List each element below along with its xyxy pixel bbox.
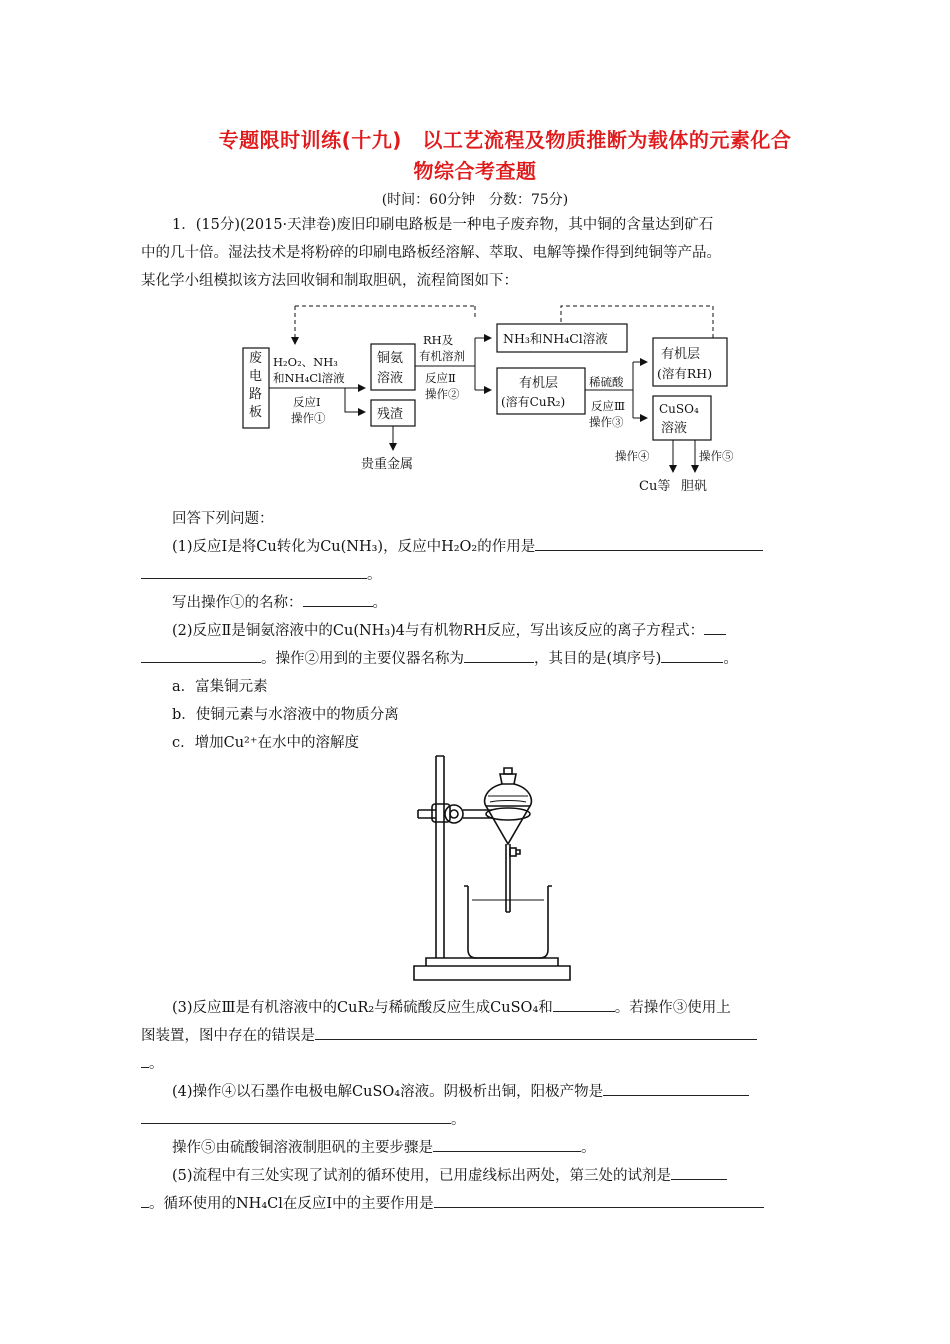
reaction3-label: 反应Ⅲ	[591, 399, 626, 413]
part5-question: (5)流程中有三处实现了试剂的循环使用，已用虚线标出两处，第三处的试剂是	[172, 1164, 727, 1185]
part1-continuation: 。	[141, 563, 382, 584]
waste-char-3: 路	[249, 387, 263, 402]
waste-char-1: 废	[249, 351, 263, 366]
organic2-line1: 有机层	[661, 347, 701, 362]
op4-label: 操作④	[615, 449, 650, 463]
part3-error-blank[interactable]	[315, 1024, 757, 1040]
third-reagent-blank-2[interactable]	[141, 1192, 149, 1208]
option-b: b．使铜元素与水溶液中的物质分离	[172, 707, 399, 723]
purpose-blank[interactable]	[661, 647, 723, 663]
organic1-line2: (溶有CuR₂)	[501, 395, 566, 409]
part3-question: (3)反应Ⅲ是有机溶液中的CuR₂与稀硫酸反应生成CuSO₄和 。若操作③使用上	[172, 996, 731, 1017]
third-reagent-blank[interactable]	[671, 1164, 727, 1180]
part4-op5: 操作⑤由硫酸铜溶液制胆矾的主要步骤是 。	[172, 1136, 596, 1157]
question-intro-line2: 中的几十倍。湿法技术是将粉碎的印刷电路板经溶解、萃取、电解等操作得到纯铜等产品。	[141, 245, 721, 261]
part3-continuation: 图装置，图中存在的错误是	[141, 1024, 757, 1045]
part2-continuation: 。操作②用到的主要仪器名称为 ，其目的是(填序号) 。	[141, 647, 738, 668]
part2-question: (2)反应Ⅱ是铜氨溶液中的Cu(NH₃)4与有机物RH反应，写出该反应的离子方程式：	[172, 619, 726, 640]
process-flow-diagram	[235, 300, 755, 500]
anode-product-blank[interactable]	[603, 1080, 749, 1096]
part4-question: (4)操作④以石墨作电极电解CuSO₄溶液。阴极析出铜，阳极产物是	[172, 1080, 749, 1101]
residue-label: 残渣	[377, 407, 404, 422]
question-intro-line3: 某化学小组模拟该方法回收铜和制取胆矾，流程简图如下：	[141, 273, 518, 289]
reagent2-line2: 有机溶剂	[419, 349, 465, 363]
part2-equation-blank[interactable]	[704, 619, 726, 635]
question-intro-line1: 1．(15分)(2015·天津卷)废旧印刷电路板是一种电子废弃物，其中铜的含量达到矿石	[172, 217, 714, 233]
reaction1-label: 反应Ⅰ	[293, 395, 321, 409]
op5-steps-blank[interactable]	[433, 1136, 581, 1152]
part3-error-blank-2[interactable]	[141, 1052, 149, 1068]
separatory-funnel-apparatus	[408, 752, 578, 986]
part3-end: 。	[141, 1052, 164, 1073]
cu-ammonia-line1: 铜氨	[377, 351, 404, 366]
page-title-line2: 物综合考查题	[413, 159, 537, 183]
part2-equation-blank-2[interactable]	[141, 647, 261, 663]
waste-char-2: 电	[249, 369, 263, 384]
stand-base	[414, 966, 570, 980]
organic1-line1: 有机层	[519, 376, 559, 391]
part5-continuation: 。循环使用的NH₄Cl在反应Ⅰ中的主要作用是	[141, 1192, 764, 1213]
reagent1-line2: 和NH₄Cl溶液	[273, 371, 345, 385]
part3-product-blank[interactable]	[553, 996, 615, 1012]
part4-continuation: 。	[141, 1108, 466, 1129]
part1-answer-blank-2[interactable]	[141, 563, 367, 579]
op1-label: 操作①	[291, 411, 326, 425]
reagent1-line1: H₂O₂、NH₃	[273, 355, 338, 369]
op3-label: 操作③	[589, 415, 624, 429]
organic2-line2: (溶有RH)	[657, 366, 713, 381]
nh3-box-label: NH₃和NH₄Cl溶液	[503, 331, 608, 346]
part1-answer-blank[interactable]	[535, 535, 763, 551]
cuso4-line1: CuSO₄	[659, 402, 699, 416]
product-vitriol-label: 胆矾	[681, 479, 708, 494]
product-cu-label: Cu等	[639, 479, 671, 494]
reagent3-label: 稀硫酸	[589, 375, 624, 389]
op1-name-blank[interactable]	[303, 591, 373, 607]
exam-subtitle: (时间：60分钟 分数：75分)	[381, 192, 569, 208]
op5-label: 操作⑤	[699, 449, 734, 463]
part1-op1: 写出操作①的名称： 。	[172, 591, 387, 612]
page-title: 专题限时训练(十九) 以工艺流程及物质推断为载体的元素化合	[218, 128, 792, 152]
option-c: c．增加Cu²⁺在水中的溶解度	[172, 735, 360, 751]
nh4cl-role-blank[interactable]	[434, 1192, 764, 1208]
reagent2-line1: RH及	[423, 333, 454, 347]
answer-prompt: 回答下列问题：	[172, 511, 274, 527]
cuso4-line2: 溶液	[661, 421, 688, 436]
part1-question: (1)反应Ⅰ是将Cu转化为Cu(NH₃)，反应中H₂O₂的作用是	[172, 535, 763, 556]
op2-label: 操作②	[425, 387, 460, 401]
anode-product-blank-2[interactable]	[141, 1108, 451, 1124]
option-a: a．富集铜元素	[172, 679, 268, 695]
waste-char-4: 板	[249, 405, 263, 420]
precious-metal-label: 贵重金属	[361, 457, 414, 472]
instrument-blank[interactable]	[464, 647, 534, 663]
cu-ammonia-line2: 溶液	[377, 371, 404, 386]
reaction2-label: 反应Ⅱ	[425, 371, 456, 385]
